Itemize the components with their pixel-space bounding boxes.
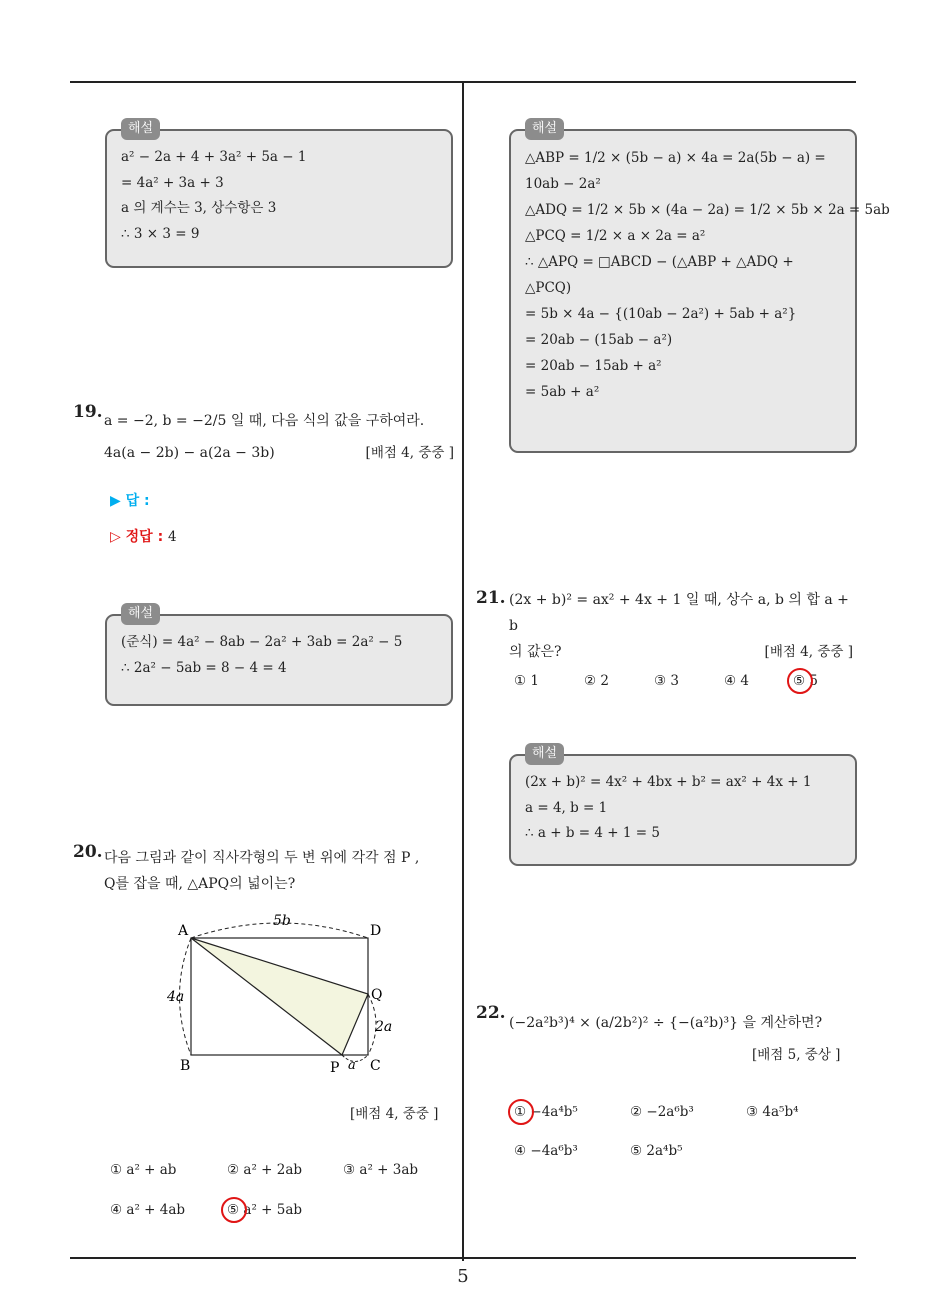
label-top-length: 5b xyxy=(273,913,291,929)
score-meta: [배점 4, 중중 ] xyxy=(350,1106,439,1122)
label-bottom-length: a xyxy=(348,1058,356,1073)
score-meta: [배점 4, 중중 ] xyxy=(764,644,853,660)
selected-answer-circle xyxy=(787,668,813,694)
score-meta: [배점 5, 중상 ] xyxy=(752,1047,841,1063)
label-c: C xyxy=(370,1058,381,1074)
choice-4[interactable]: ④ 4 xyxy=(724,673,749,689)
solution-line: (준식) = 4a² − 8ab − 2a² + 3ab = 2a² − 5 xyxy=(121,634,403,650)
question-number-21: 21. xyxy=(476,588,506,608)
solution-line: = 5b × 4a − {(10ab − 2a²) + 5ab + a²} xyxy=(525,306,797,322)
question-21-row2 xyxy=(509,639,859,665)
solution-line: △ADQ = 1/2 × 5b × (4a − 2a) = 1/2 × 5b × 2a = 5ab xyxy=(525,202,890,218)
solution-line: a 의 계수는 3, 상수항은 3 xyxy=(121,200,277,216)
solution-box-18 xyxy=(105,121,453,268)
solution-line: △PCQ) xyxy=(525,280,572,296)
solution-line: (2x + b)² = 4x² + 4bx + b² = ax² + 4x + 1 xyxy=(525,774,812,790)
label-b: B xyxy=(180,1058,191,1074)
choice-5[interactable]: ⑤ 2a⁴b⁵ xyxy=(630,1143,683,1159)
solution-line: ∴ 3 × 3 = 9 xyxy=(121,225,200,242)
solution-line: ∴ △APQ = □ABCD − (△ABP + △ADQ + xyxy=(525,254,794,270)
question-number-22: 22. xyxy=(476,1003,506,1023)
label-d: D xyxy=(370,923,382,939)
choice-5[interactable]: ⑤ a² + 5ab xyxy=(227,1202,303,1218)
solution-box-19 xyxy=(105,606,453,706)
solution-line: △ABP = 1/2 × (5b − a) × 4a = 2a(5b − a) = xyxy=(525,150,826,166)
question-text-line1: (2x + b)² = ax² + 4x + 1 일 때, 상수 a, b 의 합 a + b xyxy=(509,592,849,634)
solution-line: a² − 2a + 4 + 3a² + 5a − 1 xyxy=(121,149,307,165)
score-meta: [배점 4, 중중 ] xyxy=(365,445,454,461)
solution-box-21 xyxy=(509,746,857,866)
question-22 xyxy=(509,1010,859,1036)
label-right-length: 2a xyxy=(375,1019,393,1035)
selected-answer-circle xyxy=(508,1099,534,1125)
choice-1[interactable]: ① −4a⁴b⁵ xyxy=(514,1104,578,1120)
solution-line: 10ab − 2a² xyxy=(525,176,601,192)
choice-1[interactable]: ① a² + ab xyxy=(110,1162,177,1178)
solution-line: = 20ab − (15ab − a²) xyxy=(525,332,673,348)
solution-tag: 해설 xyxy=(121,603,160,625)
choice-3[interactable]: ③ 4a⁵b⁴ xyxy=(746,1104,799,1120)
choice-1[interactable]: ① 1 xyxy=(514,673,539,689)
expression: 4a(a − 2b) − a(2a − 3b) xyxy=(104,445,275,461)
question-21 xyxy=(509,587,859,665)
label-p: P xyxy=(330,1060,340,1076)
answer-label: ▶ 답 : xyxy=(110,493,150,509)
solution-box-20 xyxy=(509,121,890,453)
solution-line: △PCQ = 1/2 × a × 2a = a² xyxy=(525,228,706,244)
solution-line: = 20ab − 15ab + a² xyxy=(525,358,662,374)
question-text: a = −2, b = −2/5 일 때, 다음 식의 값을 구하여라. xyxy=(104,413,425,429)
solution-tag: 해설 xyxy=(525,743,564,765)
choice-2[interactable]: ② a² + 2ab xyxy=(227,1162,303,1178)
correct-value: 4 xyxy=(168,529,177,545)
solution-line: a = 4, b = 1 xyxy=(525,799,608,816)
choice-2[interactable]: ② 2 xyxy=(584,673,609,689)
question-text: (−2a²b³)⁴ × (a/2b²)² ÷ {−(a²b)³} 을 계산하면? xyxy=(509,1015,823,1031)
solution-line: ∴ 2a² − 5ab = 8 − 4 = 4 xyxy=(121,659,287,676)
choice-4[interactable]: ④ −4a⁶b³ xyxy=(514,1143,578,1159)
choice-2[interactable]: ② −2a⁶b³ xyxy=(630,1104,694,1120)
triangle-apq xyxy=(191,938,368,1055)
page-number: 5 xyxy=(457,1266,469,1287)
choice-3[interactable]: ③ a² + 3ab xyxy=(343,1162,419,1178)
label-q: Q xyxy=(371,987,383,1003)
question-19-expr-row xyxy=(104,440,454,466)
question-19 xyxy=(104,408,454,434)
choice-4[interactable]: ④ a² + 4ab xyxy=(110,1202,186,1218)
correct-label: ▷ 정답 : xyxy=(110,529,164,545)
solution-line: = 5ab + a² xyxy=(525,384,600,400)
question-number-19: 19. xyxy=(73,402,103,422)
label-left-length: 4a xyxy=(167,989,185,1005)
choice-3[interactable]: ③ 3 xyxy=(654,673,679,689)
question-text-line2: Q를 잡을 때, △APQ의 넓이는? xyxy=(104,876,296,892)
column-divider xyxy=(462,83,464,1261)
correct-answer-label xyxy=(110,526,177,546)
solution-line: = 4a² + 3a + 3 xyxy=(121,174,224,191)
label-a: A xyxy=(178,923,189,939)
solution-tag: 해설 xyxy=(121,118,160,140)
question-text-line1: 다음 그림과 같이 직사각형의 두 변 위에 각각 점 P , xyxy=(104,850,420,866)
question-text-line2: 의 값은? xyxy=(509,644,562,660)
solution-tag: 해설 xyxy=(525,118,564,140)
solution-line: ∴ a + b = 4 + 1 = 5 xyxy=(525,825,660,841)
question-20 xyxy=(104,845,459,897)
choice-5[interactable]: ⑤ 5 xyxy=(793,673,818,689)
selected-answer-circle xyxy=(221,1197,247,1223)
question-number-20: 20. xyxy=(73,842,103,862)
rectangle-figure xyxy=(160,910,400,1080)
